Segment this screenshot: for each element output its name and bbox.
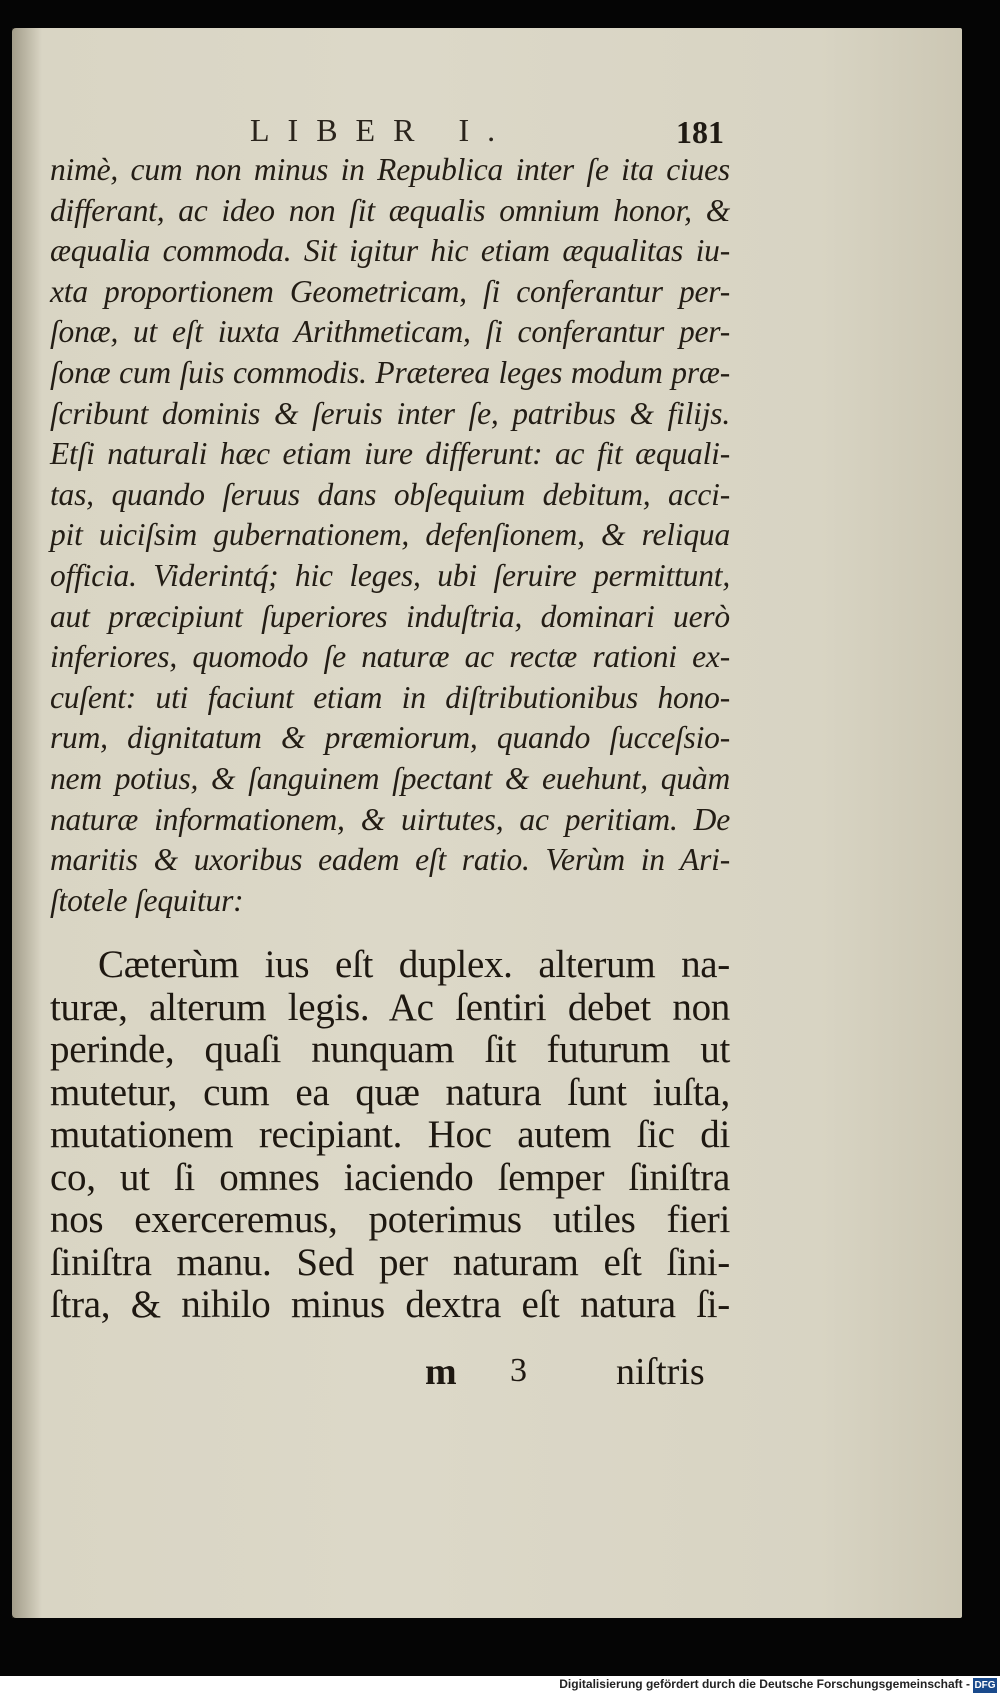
commentary-line: pit uiciſsim gubernationem, defenſionem, & reliqua — [50, 517, 730, 553]
commentary-line: aut præcipiunt ſuperiores induſtria, dominari uerò — [50, 598, 730, 634]
commentary-line: ſcribunt dominis & ſeruis inter ſe, patribus & filijs. — [50, 395, 730, 431]
running-head: LIBER I. — [250, 112, 514, 148]
aristotle-line: Cæterùm ius eſt duplex. alterum na- — [98, 943, 730, 986]
dfg-logo-icon: DFG — [974, 1680, 996, 1691]
signature-mark: m — [425, 1351, 457, 1393]
folio-number: 181 — [676, 114, 724, 150]
digitization-credit-bar — [0, 1676, 1000, 1696]
commentary-line: tas, quando ſeruus dans obſequium debitum, acci- — [50, 476, 730, 512]
aristotle-line: ſiniſtra manu. Sed per naturam eſt ſini- — [50, 1240, 730, 1284]
aristotle-line: co, ut ſi omnes iaciendo ſemper ſiniſtra — [50, 1155, 730, 1199]
commentary-block — [50, 150, 730, 921]
digitization-credit: Digitalisierung gefördert durch die Deutsche Forschungsgemeinschaft - — [559, 1677, 970, 1691]
commentary-line: Etſi naturali hæc etiam iure differunt: ac fit æquali- — [50, 436, 730, 472]
commentary-line: nimè, cum non minus in Republica inter ſe ita ciues — [50, 152, 730, 187]
aristotle-line: nos exerceremus, poterimus utiles fieri — [50, 1198, 730, 1241]
gutter-shadow — [12, 28, 42, 1618]
commentary-line: rum, dignitatum & præmiorum, quando ſucceſsio- — [50, 720, 730, 756]
commentary-line: nem potius, & ſanguinem ſpectant & euehunt, quàm — [50, 760, 730, 796]
commentary-line: ſonæ, ut eſt iuxta Arithmeticam, ſi conferantur per- — [50, 314, 730, 350]
page-footer — [50, 1350, 730, 1400]
signature-number: 3 — [510, 1352, 527, 1389]
aristotle-line: perinde, quaſi nunquam ſit futurum ut — [50, 1028, 730, 1071]
aristotle-line: mutationem recipiant. Hoc autem ſic di — [50, 1113, 730, 1156]
commentary-line: ſonæ cum ſuis commodis. Præterea leges modum præ- — [50, 354, 730, 390]
catchword: niſtris — [616, 1351, 705, 1393]
commentary-line: differant, ac ideo non ſit æqualis omnium honor, & — [50, 192, 730, 228]
aristotle-line: turæ, alterum legis. Ac ſentiri debet non — [50, 985, 730, 1029]
commentary-line: inferiores, quomodo ſe naturæ ac rectæ rationi ex- — [50, 639, 730, 675]
commentary-line: naturæ informationem, & uirtutes, ac peritiam. De — [50, 801, 730, 837]
commentary-line: xta proportionem Geometricam, ſi conferantur per- — [50, 273, 730, 309]
commentary-line: maritis & uxoribus eadem eſt ratio. Verùm in Ari- — [50, 842, 730, 878]
aristotle-text-block — [50, 944, 730, 1327]
aristotle-line: mutetur, cum ea quæ natura ſunt iuſta, — [50, 1070, 730, 1114]
commentary-line: cuſent: uti faciunt etiam in diſtributionibus hono- — [50, 679, 730, 715]
aristotle-line: ſtra, & nihilo minus dextra eſt natura ſi- — [50, 1283, 730, 1326]
commentary-line: æqualia commoda. Sit igitur hic etiam æqualitas iu- — [50, 233, 730, 269]
commentary-line: officia. Viderintq́; hic leges, ubi ſeruire permittunt, — [50, 557, 730, 593]
commentary-line: ſtotele ſequitur: — [50, 882, 244, 918]
